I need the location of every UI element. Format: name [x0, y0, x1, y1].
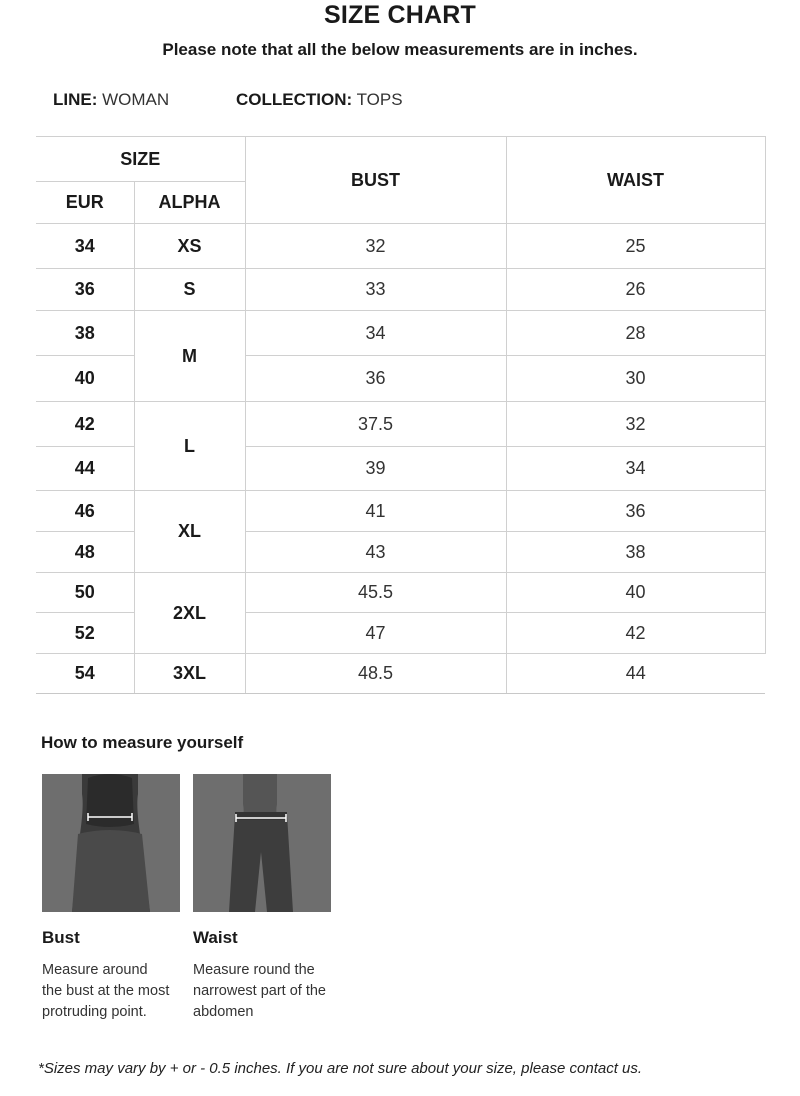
alpha-cell: XL — [134, 491, 245, 573]
how-to-measure-heading: How to measure yourself — [41, 733, 244, 752]
bust-cell: 48.5 — [245, 654, 506, 694]
waist-description — [193, 960, 333, 1023]
waist-description-line: abdomen — [193, 1004, 254, 1020]
waist-cell: 42 — [506, 613, 765, 654]
bust-cell: 36 — [245, 356, 506, 402]
eur-cell: 44 — [36, 447, 134, 491]
size-header: SIZE — [36, 137, 245, 182]
waist-cell: 28 — [506, 311, 765, 356]
bust-description-line: protruding point. — [42, 1004, 147, 1020]
size-chart-table — [36, 136, 766, 694]
alpha-cell: XS — [134, 224, 245, 269]
alpha-cell: 3XL — [134, 654, 245, 694]
waist-description-line: Measure round the — [193, 962, 315, 978]
table-header-row — [36, 137, 765, 182]
waist-description-line: narrowest part of the — [193, 983, 326, 999]
waist-cell: 44 — [506, 654, 765, 694]
bust-cell: 41 — [245, 491, 506, 532]
eur-cell: 36 — [36, 269, 134, 311]
line-label: LINE: — [53, 90, 98, 109]
bust-cell: 37.5 — [245, 402, 506, 447]
eur-cell: 54 — [36, 654, 134, 694]
collection-value: TOPS — [356, 90, 403, 109]
waist-cell: 25 — [506, 224, 765, 269]
table-row — [36, 573, 765, 613]
bust-cell: 45.5 — [245, 573, 506, 613]
waist-header: WAIST — [506, 137, 765, 224]
bust-cell: 32 — [245, 224, 506, 269]
bust-description-line: the bust at the most — [42, 983, 170, 999]
eur-cell: 48 — [36, 532, 134, 573]
eur-cell: 46 — [36, 491, 134, 532]
alpha-cell: 2XL — [134, 573, 245, 654]
bust-cell: 47 — [245, 613, 506, 654]
eur-cell: 50 — [36, 573, 134, 613]
waist-cell: 32 — [506, 402, 765, 447]
bust-cell: 39 — [245, 447, 506, 491]
bust-measure-photo — [42, 774, 180, 912]
table-row — [36, 224, 765, 269]
waist-measure-photo — [193, 774, 331, 912]
alpha-cell: L — [134, 402, 245, 491]
collection-info — [236, 88, 403, 112]
table-row — [36, 269, 765, 311]
waist-cell: 26 — [506, 269, 765, 311]
eur-cell: 34 — [36, 224, 134, 269]
eur-cell: 52 — [36, 613, 134, 654]
waist-cell: 36 — [506, 491, 765, 532]
table-row — [36, 402, 765, 447]
bust-cell: 34 — [245, 311, 506, 356]
table-row — [36, 311, 765, 356]
alpha-cell: M — [134, 311, 245, 402]
eur-cell: 38 — [36, 311, 134, 356]
eur-header: EUR — [36, 182, 134, 224]
bust-header: BUST — [245, 137, 506, 224]
bust-cell: 43 — [245, 532, 506, 573]
page-subtitle: Please note that all the below measurements are in inches. — [162, 40, 638, 59]
table-row — [36, 491, 765, 532]
bust-description-line: Measure around — [42, 962, 148, 978]
alpha-cell: S — [134, 269, 245, 311]
waist-cell: 38 — [506, 532, 765, 573]
bust-description — [42, 960, 182, 1023]
page-title: SIZE CHART — [324, 1, 476, 29]
size-footnote: *Sizes may vary by + or - 0.5 inches. If you are not sure about your size, please contact us. — [38, 1060, 643, 1077]
line-value: WOMAN — [102, 90, 170, 109]
waist-label: Waist — [193, 928, 238, 947]
collection-label: COLLECTION: — [236, 90, 353, 109]
bust-cell: 33 — [245, 269, 506, 311]
eur-cell: 42 — [36, 402, 134, 447]
table-row — [36, 654, 765, 694]
line-info — [53, 88, 169, 112]
alpha-header: ALPHA — [134, 182, 245, 224]
waist-cell: 34 — [506, 447, 765, 491]
eur-cell: 40 — [36, 356, 134, 402]
waist-cell: 40 — [506, 573, 765, 613]
waist-cell: 30 — [506, 356, 765, 402]
bust-label: Bust — [42, 928, 80, 947]
